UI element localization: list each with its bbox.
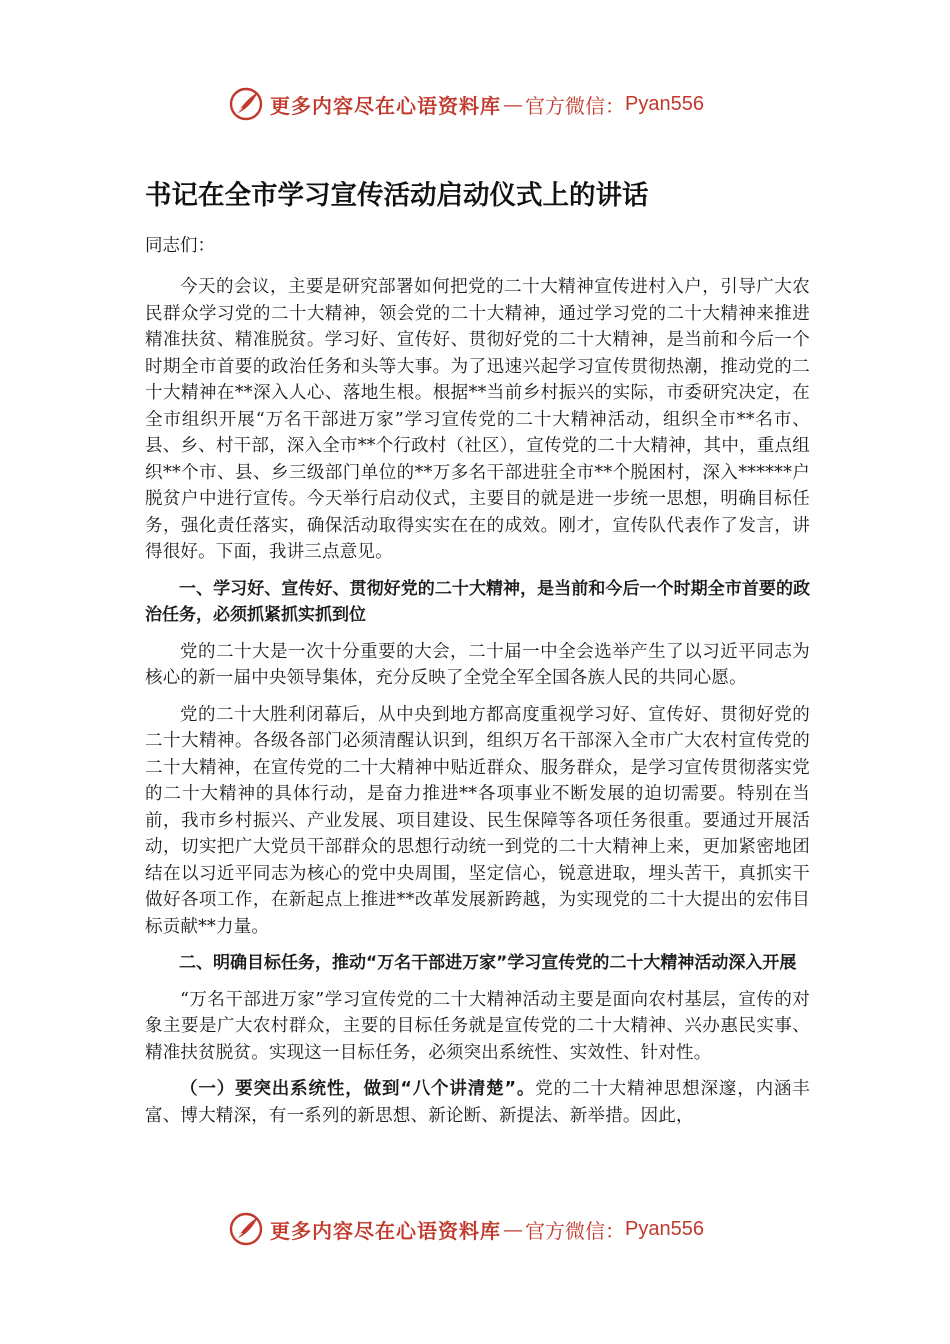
banner-wechat-label: 官方微信： (525, 1218, 625, 1243)
intro-paragraph: 今天的会议，主要是研究部署如何把党的二十大精神宣传进村入户，引导广大农民群众学习党的二十大精神，领会党的二十大精神，通过学习党的二十大精神来推进精准扶贫、精准脱贫。学习好、宣传好、贯彻好党的二十大精神，是当前和今后一个时期全市首要的政治任务和头等大事。为了迅速兴起学习宣传贯彻热潮，推动党的二十大精神在**深入人心、落地生根。根据**当前乡村振兴的实际，市委研究决定，在全市组织开展“万名干部进万家”学习宣传党的二十大精神活动，组织全市**名市、县、乡、村干部，深入全市**个行政村（社区），宣传党的二十大精神，其中，重点组织**个市、县、乡三级部门单位的**万多名干部进驻全市**个脱困村，深入******户脱贫户中进行宣传。今天举行启动仪式，主要目的就是进一步统一思想，明确目标任务，强化责任落实，确保活动取得实实在在的成效。刚才，宣传队代表作了发言，讲得很好。下面，我讲三点意见。 (145, 277, 810, 562)
subsection-1-lead: （一）要突出系统性，做到“八个讲清楚”。 (180, 1079, 536, 1099)
header-banner (228, 84, 748, 124)
subsection-1-body: 党的二十大精神思想深邃，内涵丰富、博大精深，有一系列的新思想、新论断、新提法、新举措。因此， (145, 1079, 810, 1126)
section-1-heading: 一、学习好、宣传好、贯彻好党的二十大精神，是当前和今后一个时期全市首要的政治任务，必须抓紧抓实抓到位 (145, 578, 810, 625)
section-2-heading: 二、明确目标任务，推动“万名干部进万家”学习宣传党的二十大精神活动深入开展 (179, 953, 797, 973)
section-2-paragraph-1: “万名干部进万家”学习宣传党的二十大精神活动主要是面向农村基层，宣传的对象主要是广大农村群众，主要的目标任务就是宣传党的二十大精神、兴办惠民实事、精准扶贫脱贫。实现这一目标任务，必须突出系统性、实效性、针对性。 (145, 989, 810, 1063)
section-1-paragraph-1: 党的二十大是一次十分重要的大会，二十届一中全会选举产生了以习近平同志为核心的新一届中央领导集体，充分反映了全党全军全国各族人民的共同心愿。 (145, 641, 810, 688)
banner-wechat-label: 官方微信： (525, 93, 625, 118)
banner-brand-text: 更多内容尽在心语资料库 (270, 93, 501, 118)
banner-wechat-id: Pyan556 (625, 1217, 704, 1240)
footer-banner (228, 1209, 748, 1249)
document-title: 书记在全市学习宣传活动启动仪式上的讲话 (145, 180, 649, 211)
quill-pen-logo-icon (228, 1211, 264, 1247)
salutation: 同志们： (145, 236, 215, 256)
banner-brand-text: 更多内容尽在心语资料库 (270, 1218, 501, 1243)
banner-wechat-id: Pyan556 (625, 92, 704, 115)
quill-pen-logo-icon (228, 86, 264, 122)
section-2-paragraph-2 (145, 1076, 810, 1129)
section-1-paragraph-2: 党的二十大胜利闭幕后，从中央到地方都高度重视学习好、宣传好、贯彻好党的二十大精神。各级各部门必须清醒认识到，组织万名干部深入全市广大农村宣传党的二十大精神，在宣传党的二十大精神中贴近群众、服务群众，是学习宣传贯彻落实党的二十大精神的具体行动，是奋力推进**各项事业不断发展的迫切需要。特别在当前，我市乡村振兴、产业发展、项目建设、民生保障等各项任务很重。要通过开展活动，切实把广大党员干部群众的思想行动统一到党的二十大精神上来，更加紧密地团结在以习近平同志为核心的党中央周围，坚定信心，锐意进取，埋头苦干，真抓实干做好各项工作，在新起点上推进**改革发展新跨越，为实现党的二十大提出的宏伟目标贡献**力量。 (145, 704, 810, 937)
banner-separator: — (503, 1217, 523, 1241)
banner-separator: — (503, 92, 523, 116)
document-body (145, 170, 810, 1139)
